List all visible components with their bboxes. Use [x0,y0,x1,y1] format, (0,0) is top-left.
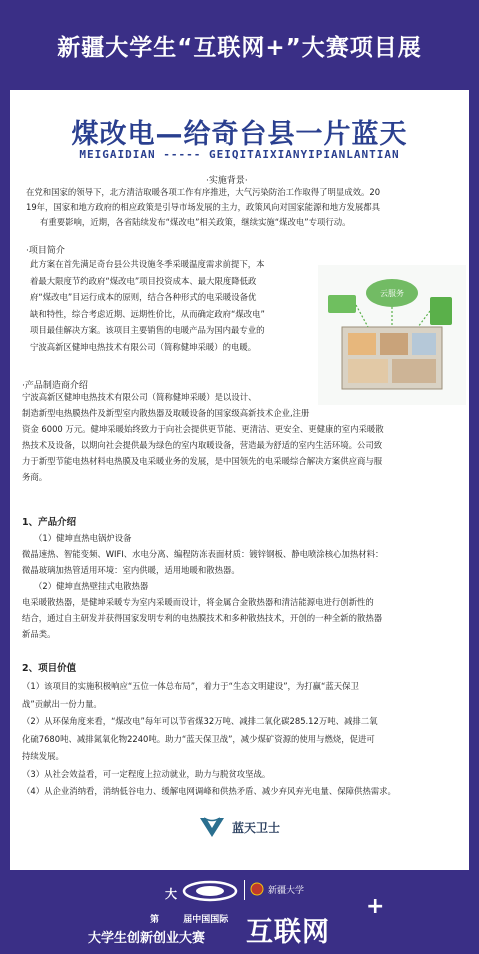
products-heading: 1、产品介绍 [22,517,77,528]
project-title: 煤改电—给奇台县一片蓝天 [71,119,408,150]
product-line: 微晶玻璃加热管适用环境：室内供暖，适用地暖和散热器。 [22,565,240,575]
shield-v-icon [198,815,226,839]
company-line: 制造新型电热膜热件及新型室内散热器及取暖设备的国家级高新技术企业,注册 [22,408,310,418]
room [348,359,388,383]
intro-line: 此方案在首先满足奇台县公共设施冬季采暖温度需求前提下，本 [30,259,265,269]
footer-plus: + [366,894,385,919]
intro-heading: ·项目简介 [26,246,65,256]
school-name: 新疆大学 [268,886,305,896]
product-line: 电采暖散热器，是健坤采暖专为室内采暖而设计，将金属合金散热器和清洁能源电进行创新性的 [22,597,374,607]
company-line: 力于新型节能电热材料电热膜及电采暖业务的发展，是中国领先的电采暖综合解决方案供应商与服 [22,456,383,466]
right-border [469,90,479,870]
background-text [26,185,466,230]
value-line: （2）从环保角度来看，“煤改电”每年可以节省煤32万吨、减排二氧化碳285.12万吨、减排二氧 [22,716,378,726]
product-line: 结合，通过自主研发并获得国家发明专利的电热膜技术和多种散热技术，开创的一种全新的散热器 [22,613,383,623]
value-line: （3）从社会效益看，可一定程度上拉动就业，助力与脱贫攻坚战。 [22,768,271,779]
tablet-icon [430,297,452,325]
product-item-title: （1）健坤直热电锅炉设备 [34,533,132,543]
footer-mark: 大 [165,887,178,901]
value-line: 战”贡献出一份力量。 [22,698,102,709]
value-line: （1）该项目的实施积极响应“五位一体总布局”，着力于“生态文明建设”，为打赢“蓝天保卫 [22,681,359,691]
monitor-icon [328,295,356,313]
background-line: 在党和国家的领导下，北方清洁取暖各项工作有序推进，大气污染防治工作取得了明显成效。20 [26,187,381,197]
cloud-label: 云服务 [380,289,404,298]
header-banner [0,0,479,90]
company-line: 资金 6000 万元。健坤采暖始终致力于向社会提供更节能、更清洁、更安全、更健康的室内采暖散 [22,424,384,434]
header-title: 新疆大学生“互联网+”大赛项目展 [57,34,422,61]
footer-line1-middle: 届中国国际 [183,915,229,925]
left-border [0,90,10,870]
intro-line: 缺和特性，综合考虑近期、远期性价比，从而确定政府“煤改电” [30,308,265,319]
intro-line: 府“煤改电”目运行成本的原则，结合各种形式的电采暖设备优 [30,292,257,302]
background-line: 有重要影响，近期，各省陆续发布“煤改电”相关政策，继续实施“煤改电”专项行动。 [40,217,351,227]
footer-line1 [150,912,228,925]
products-text [22,530,468,642]
product-line: 新品类。 [22,629,56,639]
background-line: 19年，国家和地方政府的相应政策是引导市场发展的主力，政策风向对国家能源和地方发展都具 [26,202,381,212]
room [392,359,436,383]
value-text [22,678,468,801]
intro-text [30,256,320,355]
company-line: 热技术及设备，以期向社会提供最为绿色的室内取暖设备，营造最为舒适的室内生活环境。公司致 [22,440,383,450]
room [348,333,376,355]
value-line: 持续发展。 [22,751,64,761]
value-line: 化硫7680吨、减排氮氧化物2240吨。助力“蓝天保卫战”，减少煤矿资源的使用与燃烧，促进可 [22,733,375,744]
room [412,333,436,355]
intro-line: 宁波高新区健坤电热技术有限公司（简称健坤采暖）的电暖。 [30,341,257,352]
room [380,333,408,355]
footer-brand: 互联网 [246,917,330,948]
intro-line: 项目最佳解决方案。该项目主要销售的电暖产品为国内最专业的 [30,325,265,335]
company-text [22,389,468,485]
footer-line2: 大学生创新创业大赛 [88,931,206,946]
project-subtitle: MEIGAIDIAN ----- GEIQITAIXIANYIPIANLANTIAN [79,148,400,161]
smart-home-illustration [318,265,466,405]
value-line: （4）从企业消纳看，消纳低谷电力、缓解电网调峰和供热矛盾、减少弃风弃光电量、保障供热需求。 [22,786,396,796]
footer-banner [0,870,479,954]
product-item-title: （2）健坤直热壁挂式电散热器 [34,581,149,591]
team-logo-text: 蓝天卫士 [232,820,281,835]
team-logo [198,815,280,839]
background-heading: ·实施背景· [206,176,248,186]
school-emblem-icon [250,882,264,896]
product-line: 微晶速热、智能变频、WIFI、水电分离、编程防冻表面材质：镀锌钢板、静电喷涂核心加热材料： [22,549,384,559]
logo-divider [244,880,245,900]
value-heading: 2、项目价值 [22,663,77,674]
footer-line1-prefix: 第 [150,915,160,925]
company-heading: ·产品制造商介绍 [22,381,88,391]
competition-logo-icon [180,876,240,906]
intro-line: 着最大限度节约政府“煤改电”项目投资成本、最大限度降低政 [30,275,257,286]
company-line: 宁波高新区健坤电热技术有限公司（简称健坤采暖）是以设计、 [22,392,257,402]
company-line: 务商。 [22,472,48,482]
